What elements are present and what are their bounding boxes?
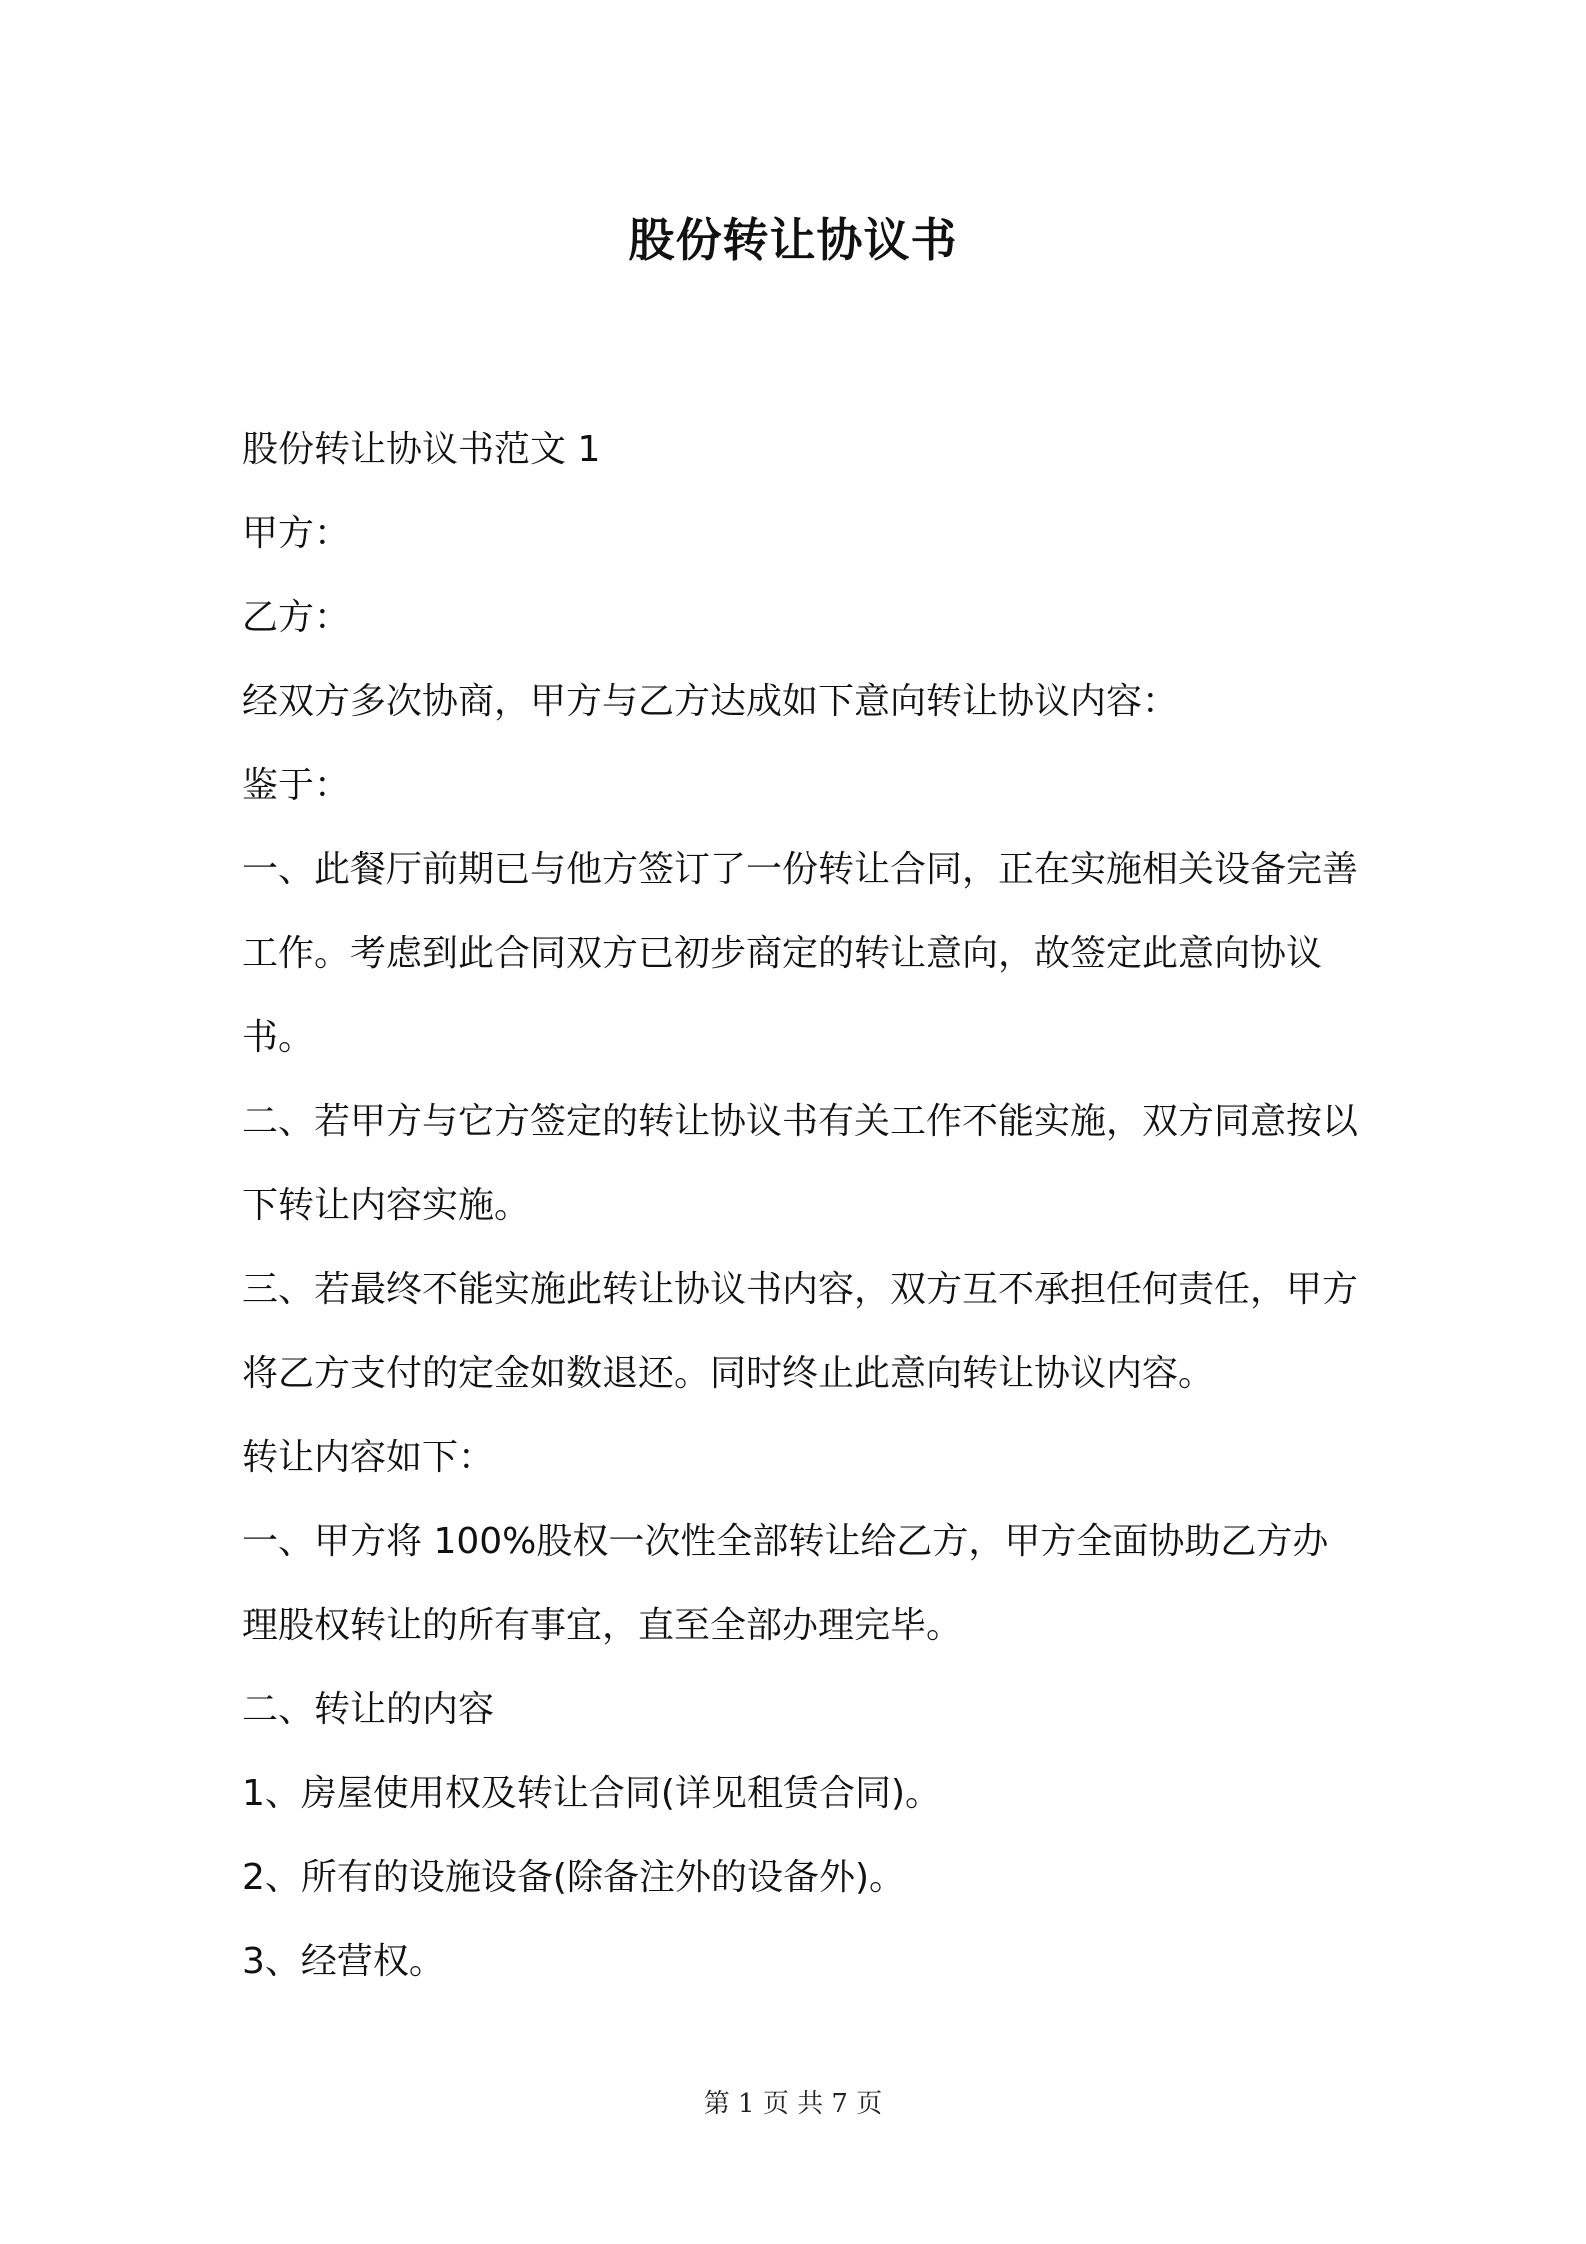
- document-body: [242, 408, 1362, 2004]
- paragraph-intro: 经双方多次协商，甲方与乙方达成如下意向转让协议内容：: [242, 681, 1179, 722]
- paragraph-transfer-1: 一、甲方将 100%股权一次性全部转让给乙方，甲方全面协助乙方办理股权转让的所有事宜，直至全部办理完毕。: [242, 1521, 1329, 1646]
- page-footer: 第 1 页 共 7 页: [703, 2089, 883, 2119]
- list-item: 3、经营权。: [242, 1941, 445, 1982]
- paragraph-clause-3: 三、若最终不能实施此转让协议书内容，双方互不承担任何责任，甲方将乙方支付的定金如数退还。同时终止此意向转让协议内容。: [242, 1269, 1359, 1394]
- list-item: 1、房屋使用权及转让合同(详见租赁合同)。: [242, 1773, 941, 1814]
- list-item: 2、所有的设施设备(除备注外的设备外)。: [242, 1857, 905, 1898]
- paragraph-transfer-heading: 转让内容如下：: [242, 1437, 495, 1478]
- document-title: 股份转让协议书: [628, 213, 958, 267]
- paragraph-party-a: 甲方：: [242, 513, 351, 554]
- paragraph-clause-2: 二、若甲方与它方签定的转让协议书有关工作不能实施，双方同意按以下转让内容实施。: [242, 1101, 1359, 1226]
- paragraph-clause-1: 一、此餐厅前期已与他方签订了一份转让合同，正在实施相关设备完善工作。考虑到此合同双方已初步商定的转让意向，故签定此意向协议书。: [242, 849, 1359, 1058]
- paragraph-heading: 股份转让协议书范文 1: [242, 429, 601, 470]
- paragraph-party-b: 乙方：: [242, 597, 351, 638]
- paragraph-whereas: 鉴于：: [242, 765, 351, 806]
- paragraph-transfer-2: 二、转让的内容: [242, 1689, 495, 1730]
